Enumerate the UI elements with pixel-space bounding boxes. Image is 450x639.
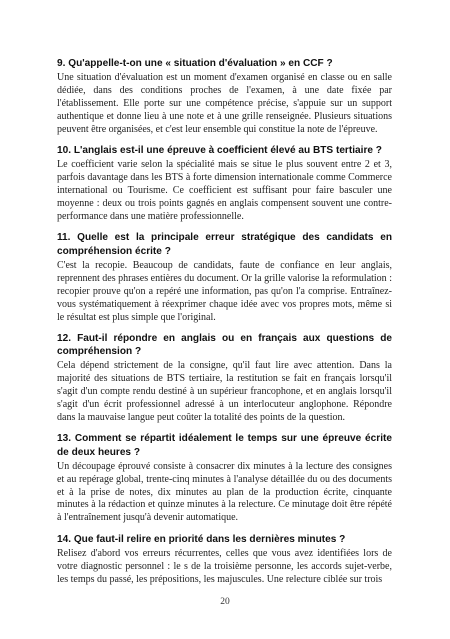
question-heading: 14. Que faut-il relire en priorité dans les dernières minutes ? <box>57 533 346 545</box>
document-page <box>57 57 392 594</box>
answer-paragraph: Relisez d'abord vos erreurs récurrentes, celles que vous avez identifiées lors de votre diagnostic personnel : le s de la troisième personne, les accords sujet-verbe, les temps du passé, les prépositions, les majuscules. Une relecture ciblée sur trois <box>57 547 392 585</box>
question-heading: 12. Faut-il répondre en anglais ou en français aux questions de compréhension ? <box>57 332 392 358</box>
answer-paragraph: Un découpage éprouvé consiste à consacrer dix minutes à la lecture des consignes et au repérage global, trente-cinq minutes à l'analyse détaillée du ou des documents et à la prise de notes, dix minutes au plan de la production écrite, cinquante minutes à la rédaction et quinze minutes à la relecture. Ce minutage doit être répété à l'entraînement jusqu'à devenir automatique. <box>57 460 392 524</box>
faq-section-13 <box>57 432 392 525</box>
faq-section-12 <box>57 332 392 425</box>
question-heading: 11. Quelle est la principale erreur stratégique des candidats en compréhension écrite ? <box>57 232 392 257</box>
faq-section-14 <box>57 533 392 587</box>
question-heading: 9. Qu'appelle-t-on une « situation d'évaluation » en CCF ? <box>57 58 333 69</box>
question-heading: 13. Comment se répartit idéalement le temps sur une épreuve écrite de deux heures ? <box>57 433 392 458</box>
answer-paragraph: Une situation d'évaluation est un moment d'examen organisé en classe ou en salle dédiée, dans des conditions proches de l'examen, à une date fixée par l'établissement. Elle porte sur une compétence précise, s'appuie sur un support authentique et donne lieu à une note et à une grille renseignée. Plusieurs situations peuvent être organisées, et c'est leur ensemble qui constitue la note de l'épreuve. <box>57 72 392 135</box>
page-number: 20 <box>220 597 230 607</box>
faq-section-10 <box>57 144 392 224</box>
faq-section-11 <box>57 231 392 324</box>
answer-paragraph: Le coefficient varie selon la spécialité mais se situe le plus souvent entre 2 et 3, parfois davantage dans les BTS à forte dimension internationale comme Commerce international ou Tourisme. Ce coefficient est suffisant pour faire basculer une moyenne : deux ou trois points gagnés en anglais compensent souvent une contre-performance dans une matière professionnelle. <box>57 159 392 223</box>
answer-paragraph: Cela dépend strictement de la consigne, qu'il faut lire avec attention. Dans la majorité des situations de BTS tertiaire, la restitution se fait en français lorsqu'il s'agit d'un compte rendu destiné à un supérieur francophone, et en anglais lorsqu'il s'agit d'un écrit professionnel adressé à un interlocuteur anglophone. Répondre dans la mauvaise langue peut coûter la totalité des points de la question. <box>57 360 392 423</box>
question-heading: 10. L'anglais est-il une épreuve à coefficient élevé au BTS tertiaire ? <box>57 145 382 157</box>
answer-paragraph: C'est la recopie. Beaucoup de candidats, faute de confiance en leur anglais, reprennent des phrases entières du document. Or la grille valorise la reformulation : recopier prouve qu'on a repéré une information, pas qu'on l'a comprise. Entraînez-vous systématiquement à réexprimer chaque idée avec vos propres mots, même si le résultat est plus simple que l'original. <box>57 259 392 323</box>
faq-section-9 <box>57 57 392 137</box>
